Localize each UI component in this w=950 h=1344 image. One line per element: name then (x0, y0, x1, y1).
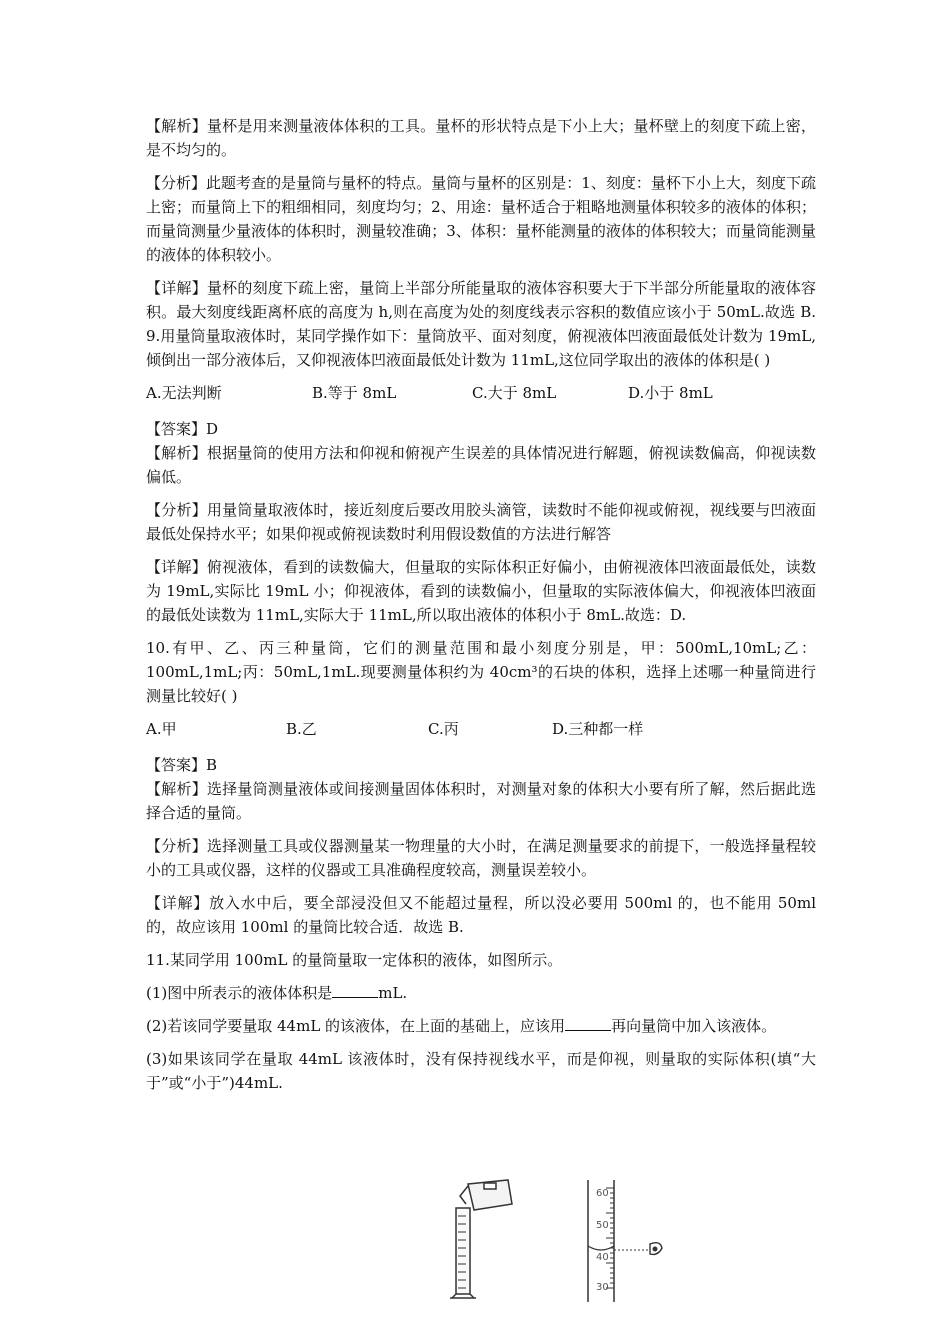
q11-sub1 (146, 981, 816, 1005)
q10-option-b: B.乙 (286, 720, 317, 738)
q9-option-c: C.大于 8mL (472, 384, 557, 402)
q10-answer: 【答案】B (146, 756, 218, 774)
q9-option-b: B.等于 8mL (312, 384, 397, 402)
q10-analysis: 【解析】选择量筒测量液体或间接测量固体体积时，对测量对象的体积大小要有所了解，然后据此选择合适的量筒。 (146, 780, 816, 822)
pouring-cylinder-drawing (450, 1180, 512, 1298)
q11-sub3: (3)如果该同学在量取 44mL 该液体时，没有保持视线水平，而是仰视，则量取的实际体积(填“大于”或“小于”)44mL. (146, 1050, 816, 1092)
q10-options (146, 717, 816, 741)
q8-analysis: 【解析】量杯是用来测量液体体积的工具。量杯的形状特点是下小上大；量杯壁上的刻度下疏上密，是不均匀的。 (146, 117, 816, 159)
q10-option-d: D.三种都一样 (552, 720, 644, 738)
scale-label-60: 60 (596, 1188, 609, 1199)
q8-detail-and-q9-stem: 【详解】量杯的刻度下疏上密，量筒上半部分所能量取的液体容积要大于下半部分所能量取的液体容积。最大刻度线距离杯底的高度为 h,则在高度为处的刻度线表示容积的数值应该小于 50mL.故选 B. 9.用量筒量取液体时，某同学操作如下：量筒放平、面对刻度，俯视液体凹液面最低处计数为 19mL,倾倒出一部分液体后，又仰视液体凹液面最低处计数为 11mL,这位同学取出的液体的体积是( ) (146, 279, 816, 369)
q11-sub2 (146, 1014, 816, 1038)
measuring-cylinder-figure (436, 1174, 676, 1304)
q9-analysis: 【解析】根据量筒的使用方法和仰视和俯视产生误差的具体情况进行解题，俯视读数偏高，仰视读数偏低。 (146, 444, 816, 486)
q9-option-d: D.小于 8mL (628, 384, 713, 402)
q9-answer: 【答案】D (146, 420, 219, 438)
scale-label-40: 40 (596, 1252, 609, 1263)
q11-sub1-text: (1)图中所表示的液体体积是 (146, 984, 333, 1002)
cylinder-illustration (436, 1174, 676, 1304)
scale-label-30: 30 (596, 1282, 609, 1293)
q10-fenxi: 【分析】选择测量工具或仪器测量某一物理量的大小时，在满足测量要求的前提下，一般选择量程较小的工具或仪器，这样的仪器或工具准确程度较高，测量误差较小。 (146, 837, 816, 879)
q10-detail: 【详解】放入水中后，要全部浸没但又不能超过量程，所以没必要用 500ml 的，也不能用 50ml 的，故应该用 100ml 的量筒比较合适．故选 B. (146, 894, 816, 936)
q8-fenxi: 【分析】此题考查的是量筒与量杯的特点。量筒与量杯的区别是：1、刻度：量杯下小上大，刻度下疏上密；而量筒上下的粗细相同，刻度均匀；2、用途：量杯适合于粗略地测量体积较多的液体的体积；而量筒测量少量液体的体积时，测量较准确；3、体积：量杯能测量的液体的体积较大；而量筒能测量的液体的体积较小。 (146, 174, 816, 264)
document-body (146, 114, 816, 1104)
q9-options (146, 381, 816, 405)
q10-stem: 10.有甲、乙、丙三种量筒，它们的测量范围和最小刻度分别是，甲：500mL,10mL;乙：100mL,1mL;丙：50mL,1mL.现要测量体积约为 40cm³的石块的体积，选择上述哪一种量筒进行测量比较好( ) (146, 639, 816, 705)
scale-label-50: 50 (596, 1220, 609, 1231)
q11-sub2-blank (565, 1016, 611, 1031)
q11-sub2-text: (2)若该同学要量取 44mL 的该液体，在上面的基础上，应该用 (146, 1017, 566, 1035)
q9-detail: 【详解】俯视液体，看到的读数偏大，但量取的实际体积正好偏小，由俯视液体凹液面最低处，读数为 19mL,实际比 19mL 小；仰视液体，看到的读数偏小，但量取的实际液体偏大，仰视液体凹液面的最低处读数为 11mL,实际大于 11mL,所以取出液体的体积小于 8mL.故选：D. (146, 558, 816, 624)
q9-option-a: A.无法判断 (146, 384, 222, 402)
q9-fenxi: 【分析】用量筒量取液体时，接近刻度后要改用胶头滴管，读数时不能仰视或俯视，视线要与凹液面最低处保持水平；如果仰视或俯视读数时利用假设数值的方法进行解答 (146, 501, 816, 543)
q11-sub2-tail: 再向量筒中加入该液体。 (611, 1017, 777, 1035)
q10-option-a: A.甲 (146, 720, 177, 738)
q11-sub1-blank (332, 983, 378, 998)
q11-stem: 11.某同学用 100mL 的量筒量取一定体积的液体，如图所示。 (146, 951, 563, 969)
q11-sub1-unit: mL. (378, 984, 408, 1002)
q10-option-c: C.丙 (428, 720, 459, 738)
